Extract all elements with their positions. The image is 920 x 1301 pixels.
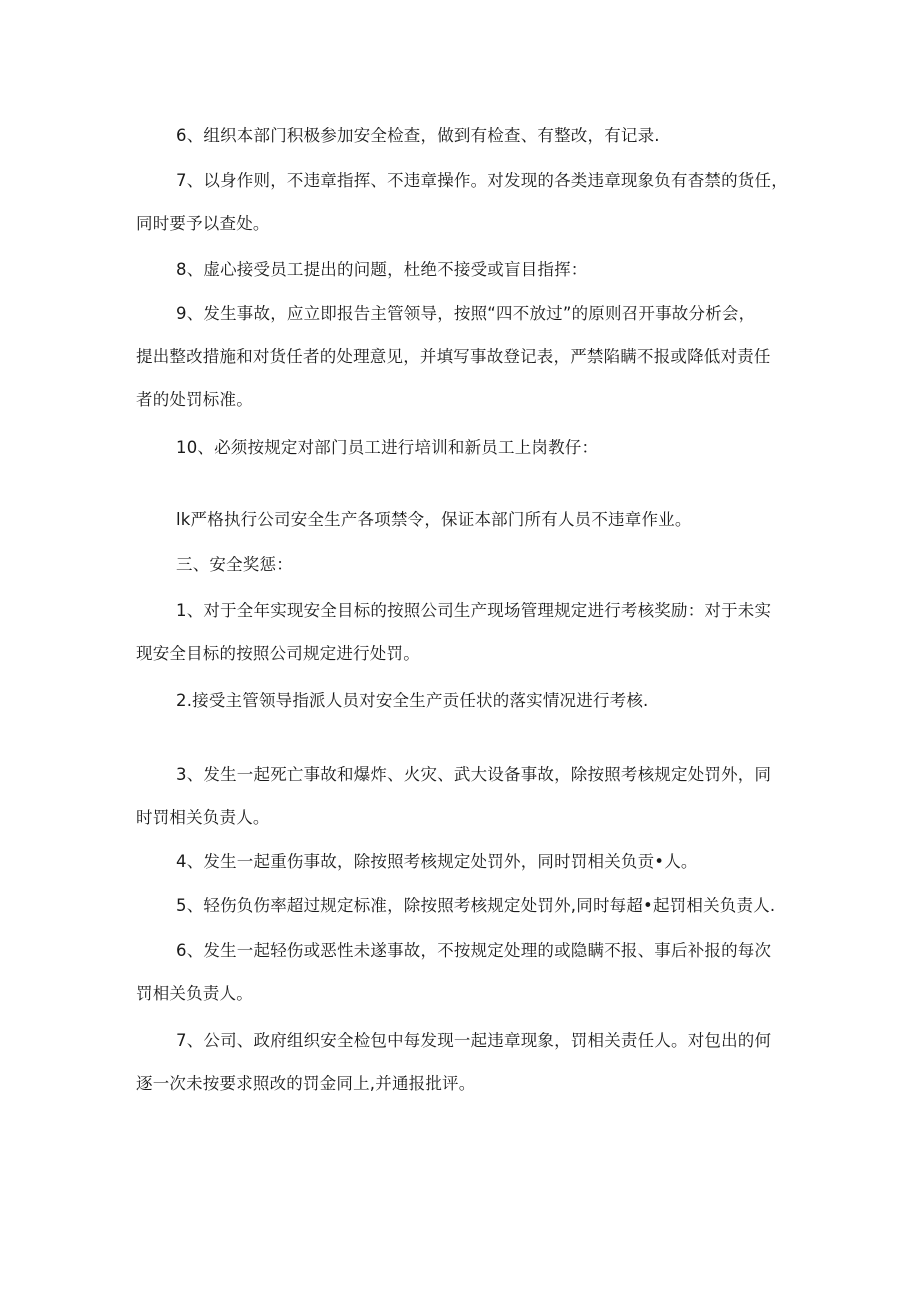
text-line: 同时要予以查处。 [136,214,270,233]
text-line: 逐一次未按要求照改的罚金同上,并通报批评。 [136,1074,476,1093]
text-line: 10、必须按规定对部门员工进行培训和新员工上岗教仔： [176,438,599,457]
text-line: 6、发生一起轻伤或恶性未遂事故，不按规定处理的或隐瞒不报、事后补报的每次 [176,941,772,960]
text-line: 2.接受主管领导指派人员对安全生产贡任状的落实情况进行考核. [176,691,649,710]
text-line: lk严格执行公司安全生产各项禁令，保证本部门所有人员不违章作业。 [176,510,692,529]
text-line: 罚相关负责人。 [136,984,253,1003]
text-line: 现安全目标的按照公司规定进行处罚。 [136,644,420,663]
text-line: 时罚相关负责人。 [136,808,270,827]
text-line: 者的处罚标准。 [136,390,253,409]
text-line: 4、发生一起重伤事故，除按照考核规定处罚外，同时罚相关负贡•人。 [176,852,698,871]
text-line: 5、轻伤负伤率超过规定标准，除按照考核规定处罚外,同时每超•起罚相关负责人. [176,896,776,915]
text-line: 3、发生一起死亡事故和爆炸、火灾、武大设备事故，除按照考核规定处罚外，同 [176,765,772,784]
text-line: 8、虚心接受员工提出的问题，杜绝不接受或盲目指挥： [176,260,588,279]
text-line: 7、以身作则，不违章指挥、不违章操作。对发现的各类违章现象负有杳禁的货任， [176,171,788,190]
text-line: 7、公司、政府组织安全检包中每发现一起违章现象，罚相关责任人。对包出的何 [176,1031,772,1050]
section-heading: 三、安全奖惩： [176,555,293,574]
text-line: 9、发生事故，应立即报告主管领导，按照“四不放过”的原则召开事故分析会， [176,304,756,323]
text-line: 6、组织本部门积极参加安全检查，做到有检查、有整改，有记录. [176,126,660,145]
text-line: 1、对于全年实现安全目标的按照公司生产现场管理规定进行考核奖励：对于未实 [176,601,772,620]
text-line: 提出整改措施和对货任者的处理意见，并填写事故登记表，严禁陷瞒不报或降低对责任 [136,347,771,366]
